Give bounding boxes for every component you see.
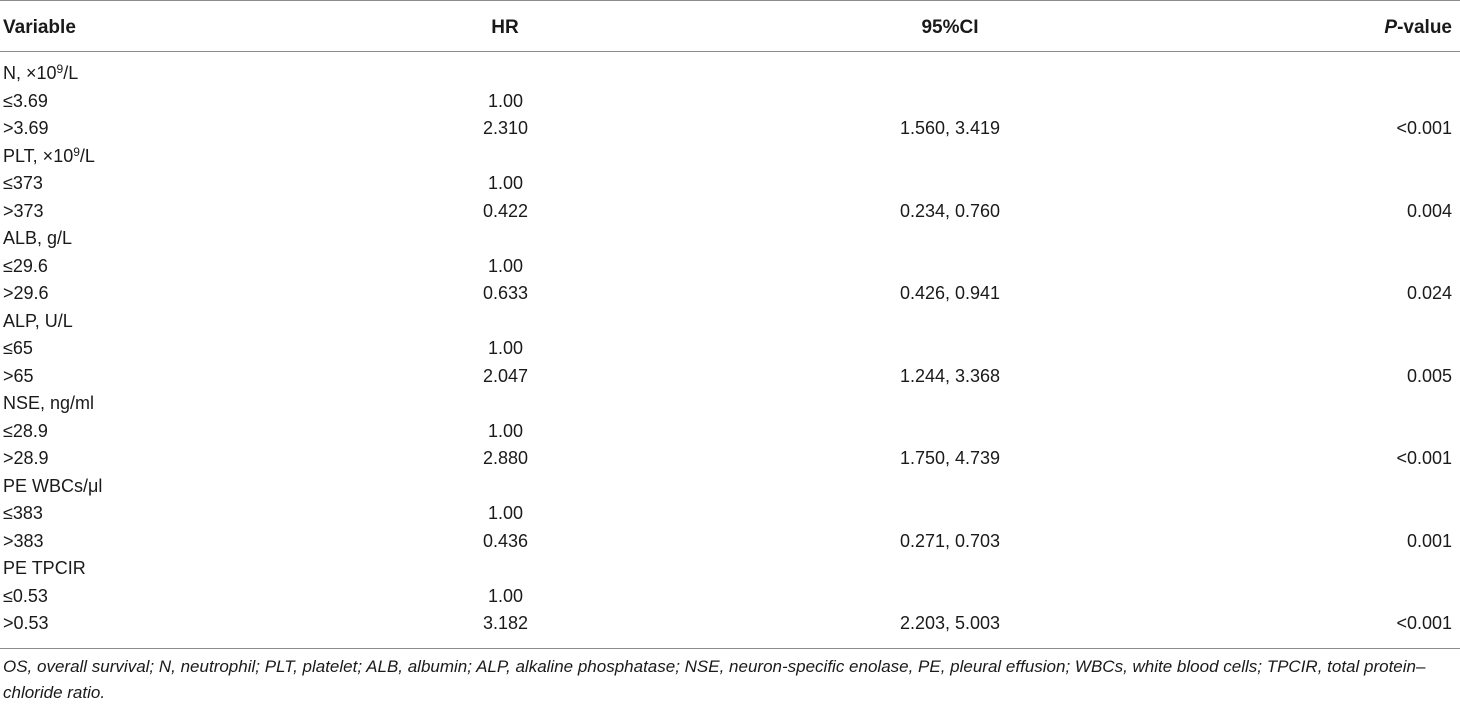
cell-variable-text: ≤3.69 — [3, 90, 48, 111]
table-row — [0, 115, 1460, 143]
cell-ci: 0.271, 0.703 — [899, 530, 1001, 551]
table-row — [0, 528, 1460, 556]
cell-variable — [3, 445, 49, 473]
cell-hr: 1.00 — [487, 503, 524, 523]
cell-variable-text: >383 — [3, 530, 44, 551]
cell-variable-text: >3.69 — [3, 118, 49, 138]
table-row — [0, 390, 1460, 418]
table-row — [0, 473, 1460, 501]
cell-variable — [3, 418, 48, 446]
table-row — [0, 555, 1460, 583]
table-row — [0, 583, 1460, 611]
cell-hr: 1.00 — [487, 420, 524, 441]
cell-ci: 2.203, 5.003 — [899, 613, 1001, 633]
cell-variable-text: >29.6 — [3, 283, 49, 303]
cell-variable-text: ≤29.6 — [3, 255, 48, 276]
table-row — [0, 418, 1460, 446]
cell-variable — [3, 308, 73, 336]
cell-p-value: 0.024 — [1406, 283, 1452, 303]
cell-variable — [3, 473, 102, 501]
cell-hr: 1.00 — [487, 255, 524, 276]
cell-hr: 2.047 — [482, 365, 529, 386]
table-row — [0, 198, 1460, 226]
cell-ci: 1.244, 3.368 — [899, 365, 1001, 386]
cell-ci: 0.234, 0.760 — [899, 200, 1001, 221]
header-variable: Variable — [3, 17, 76, 38]
cell-variable-text: >28.9 — [3, 448, 49, 468]
table-row — [0, 280, 1460, 308]
cell-variable-exponent: 9 — [56, 62, 64, 76]
table-header-rule — [0, 51, 1460, 52]
cell-variable — [3, 528, 44, 556]
cell-variable — [3, 500, 43, 528]
cell-p-value: <0.001 — [1396, 448, 1452, 468]
cell-hr: 1.00 — [487, 338, 524, 358]
cell-ci: 0.426, 0.941 — [899, 283, 1001, 303]
table-row — [0, 500, 1460, 528]
cell-hr: 1.00 — [487, 173, 524, 193]
cell-variable-unit: /L — [79, 145, 95, 166]
cell-variable — [3, 198, 44, 226]
cell-variable — [3, 610, 49, 638]
cell-hr: 0.422 — [482, 200, 529, 221]
table-header — [0, 0, 1460, 51]
cell-hr: 1.00 — [487, 585, 524, 606]
cell-ci: 1.750, 4.739 — [899, 448, 1001, 468]
cell-variable-text: ALP, U/L — [3, 310, 73, 331]
table-row — [0, 170, 1460, 198]
cell-p-value: 0.004 — [1406, 200, 1452, 221]
header-p-letter: P — [1384, 17, 1398, 38]
table-row — [0, 610, 1460, 638]
cell-variable-text: ≤0.53 — [3, 585, 48, 606]
cell-variable-text: >373 — [3, 200, 44, 221]
header-p-value — [1384, 17, 1452, 39]
cell-variable-text: NSE, ng/ml — [3, 393, 95, 413]
cell-variable — [3, 583, 48, 611]
table-row — [0, 253, 1460, 281]
cell-variable — [3, 225, 72, 253]
cell-variable-unit: /L — [63, 63, 79, 83]
cell-variable — [3, 115, 49, 143]
cell-hr: 1.00 — [487, 90, 524, 111]
table-row — [0, 88, 1460, 116]
cell-hr: 2.310 — [482, 118, 529, 138]
cell-variable — [3, 390, 94, 418]
cell-variable-text: PE WBCs/μl — [3, 475, 103, 496]
cell-p-value: <0.001 — [1396, 118, 1452, 138]
cell-ci: 1.560, 3.419 — [899, 118, 1001, 138]
cell-variable — [3, 335, 33, 363]
cell-variable-text: ≤373 — [3, 173, 43, 193]
cell-variable — [3, 363, 34, 391]
cell-variable-text: ≤28.9 — [3, 420, 48, 441]
cell-hr: 3.182 — [482, 613, 529, 633]
table-row — [0, 363, 1460, 391]
cell-variable — [3, 60, 78, 88]
table-row — [0, 60, 1460, 88]
cell-variable — [3, 143, 95, 171]
table-bottom-rule — [0, 648, 1460, 649]
cell-hr: 2.880 — [482, 448, 529, 468]
table-row — [0, 335, 1460, 363]
cell-variable — [3, 555, 86, 583]
cell-hr: 0.436 — [482, 530, 529, 551]
table-body — [0, 60, 1460, 638]
header-p-suffix: -value — [1397, 17, 1452, 38]
header-hr: HR — [491, 17, 519, 38]
cell-hr: 0.633 — [482, 283, 529, 303]
table-row — [0, 308, 1460, 336]
cell-variable-text: >0.53 — [3, 613, 49, 633]
cell-variable-text: ≤383 — [3, 503, 43, 523]
cell-p-value: 0.005 — [1406, 365, 1452, 386]
cell-variable-text: ≤65 — [3, 338, 33, 358]
cell-variable — [3, 253, 48, 281]
cell-variable — [3, 280, 49, 308]
cell-variable — [3, 88, 48, 116]
cell-variable-text: PE TPCIR — [3, 558, 86, 578]
cell-variable-exponent: 9 — [73, 144, 80, 159]
table-row — [0, 225, 1460, 253]
table-row — [0, 445, 1460, 473]
cell-variable-text: >65 — [3, 365, 34, 386]
header-ci: 95%CI — [921, 17, 979, 38]
table-footnote: OS, overall survival; N, neutrophil; PLT, platelet; ALB, albumin; ALP, alkaline phosphatase; NSE, neuron-specific enolase, PE, pleural effusion; WBCs, white blood cells; TPCIR, total protein–chloride ratio. — [3, 657, 1426, 702]
cell-p-value: <0.001 — [1396, 613, 1452, 633]
cell-variable-text: ALB, g/L — [3, 228, 73, 248]
cell-variable-text: N, ×10 — [3, 63, 57, 83]
cell-p-value: 0.001 — [1406, 530, 1452, 551]
cell-variable — [3, 170, 43, 198]
table-row — [0, 143, 1460, 171]
cell-variable-text: PLT, ×10 — [3, 145, 74, 166]
